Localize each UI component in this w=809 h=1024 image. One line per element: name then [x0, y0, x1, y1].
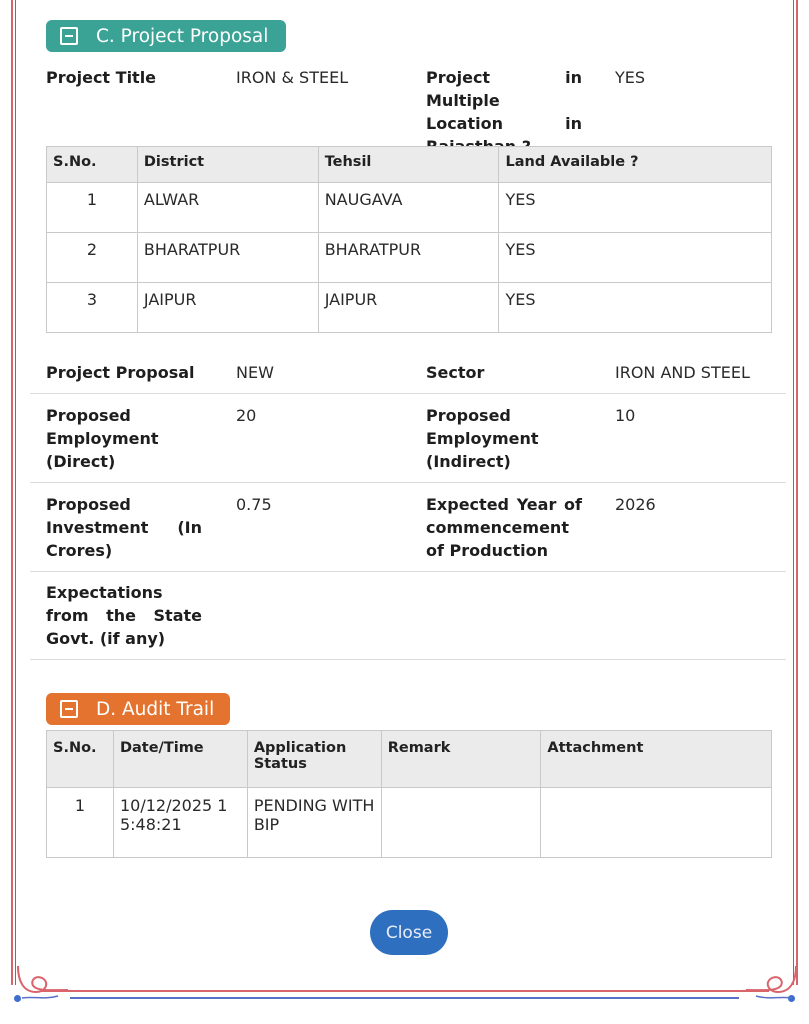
expectations-label: Expectations from the State Govt. (if any) [46, 583, 202, 648]
column-header: S.No. [47, 147, 138, 183]
table-row [47, 788, 772, 858]
close-button[interactable]: Close [370, 910, 448, 955]
cell-status: PENDING WITH BIP [247, 788, 381, 858]
project-title-value: IRON & STEEL [236, 68, 349, 87]
multi-location-value: YES [615, 68, 646, 87]
cell-tehsil: BHARATPUR [318, 233, 499, 283]
section-title: C. Project Proposal [96, 25, 269, 47]
cell-land: YES [499, 233, 772, 283]
cell-land: YES [499, 183, 772, 233]
cell-tehsil: NAUGAVA [318, 183, 499, 233]
audit-trail-section-toggle[interactable] [46, 693, 230, 725]
column-header: Date/Time [113, 731, 247, 788]
commencement-label: Expected Year of commencement of Production [426, 495, 582, 560]
table-row [47, 283, 772, 333]
column-header: Attachment [541, 731, 772, 788]
project-proposal-label: Project Proposal [46, 363, 195, 382]
collapse-minus-icon [60, 700, 78, 718]
cell-attachment [541, 788, 772, 858]
cell-sno: 1 [47, 183, 138, 233]
page-border-bottom [40, 990, 769, 992]
divider [30, 482, 786, 483]
cell-district: JAIPUR [137, 283, 318, 333]
investment-value: 0.75 [236, 495, 272, 514]
column-header: Application Status [247, 731, 381, 788]
table-row [47, 233, 772, 283]
scroll-ornament-icon [14, 962, 72, 1002]
locations-table [46, 146, 772, 333]
employment-direct-label: Proposed Employment (Direct) [46, 406, 159, 471]
table-header-row [47, 147, 772, 183]
scroll-ornament-icon [742, 962, 800, 1002]
employment-direct-value: 20 [236, 406, 257, 425]
commencement-value: 2026 [615, 495, 656, 514]
investment-label: Proposed Investment (In Crores) [46, 495, 202, 560]
multi-location-label: Project in Multiple Location in [426, 68, 582, 133]
page-border-left [11, 0, 16, 985]
column-header: S.No. [47, 731, 114, 788]
sector-value: IRON AND STEEL [615, 363, 750, 382]
audit-trail-table [46, 730, 772, 858]
cell-tehsil: JAIPUR [318, 283, 499, 333]
project-title-label: Project Title [46, 68, 157, 87]
column-header: Tehsil [318, 147, 499, 183]
table-row [47, 183, 772, 233]
employment-indirect-label: Proposed Employment (Indirect) [426, 406, 539, 471]
cell-remark [381, 788, 541, 858]
page-border-right [793, 0, 798, 985]
divider [30, 659, 786, 660]
collapse-minus-icon [60, 27, 78, 45]
column-header: District [137, 147, 318, 183]
divider [30, 571, 786, 572]
cell-district: BHARATPUR [137, 233, 318, 283]
column-header: Land Available ? [499, 147, 772, 183]
cell-sno: 1 [47, 788, 114, 858]
cell-land: YES [499, 283, 772, 333]
cell-datetime: 10/12/2025 15:48:21 [113, 788, 247, 858]
divider [30, 393, 786, 394]
section-title: D. Audit Trail [96, 698, 215, 720]
employment-indirect-value: 10 [615, 406, 636, 425]
column-header: Remark [381, 731, 541, 788]
project-proposal-value: NEW [236, 363, 274, 382]
page-border-bottom-inner [70, 997, 739, 999]
sector-label: Sector [426, 363, 485, 382]
cell-sno: 2 [47, 233, 138, 283]
cell-sno: 3 [47, 283, 138, 333]
project-proposal-section-toggle[interactable] [46, 20, 286, 52]
cell-district: ALWAR [137, 183, 318, 233]
table-header-row [47, 731, 772, 788]
